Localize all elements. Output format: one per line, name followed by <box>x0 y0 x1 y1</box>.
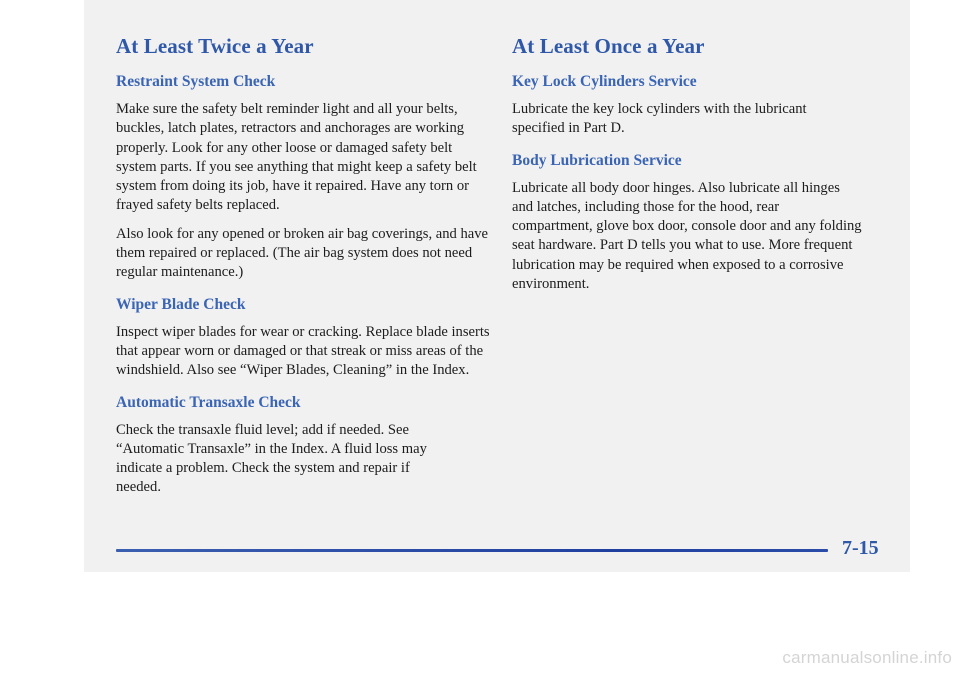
section-restraint-system-check <box>116 73 496 283</box>
section-paragraph: Lubricate all body door hinges. Also lubricate all hinges and latches, including those for the hood, rear compartment, glove box door, console door and any folding seat hardware. Part D tells you what to use. More frequent lubrication may be required when exposed to a corrosive environment. <box>512 179 862 293</box>
section-title: Key Lock Cylinders Service <box>512 73 697 90</box>
section-title: Body Lubrication Service <box>512 151 682 169</box>
left-column <box>116 34 496 511</box>
section-title: Automatic Transaxle Check <box>116 393 301 411</box>
section-body-lubrication-service <box>512 152 862 295</box>
left-column-heading: At Least Twice a Year <box>116 34 314 58</box>
footer-rule-line <box>116 549 828 552</box>
section-paragraph: Also look for any opened or broken air bag coverings, and have them repaired or replaced. (The air bag system does not need regular maintenance.) <box>116 225 489 281</box>
section-automatic-transaxle-check <box>116 394 496 498</box>
section-title: Wiper Blade Check <box>116 295 246 313</box>
section-title: Restraint System Check <box>116 73 276 90</box>
watermark: carmanualsonline.info <box>782 648 952 667</box>
right-column <box>512 34 862 307</box>
section-paragraph: Inspect wiper blades for wear or cracking. Replace blade inserts that appear worn or damaged or that streak or miss areas of the windshield. Also see “Wiper Blades, Cleaning” in the Index. <box>116 323 490 379</box>
section-paragraph: Lubricate the key lock cylinders with the lubricant specified in Part D. <box>512 101 807 137</box>
footer-rule <box>116 541 828 557</box>
section-key-lock-cylinders-service <box>512 73 862 139</box>
section-paragraph: Check the transaxle fluid level; add if needed. See “Automatic Transaxle” in the Index. A fluid loss may indicate a problem. Check the system and repair if needed. <box>116 421 427 496</box>
section-wiper-blade-check <box>116 296 496 381</box>
page-number: 7-15 <box>842 537 879 559</box>
section-paragraph: Make sure the safety belt reminder light and all your belts, buckles, latch plates, retractors and anchorages are working properly. Look for any other loose or damaged safety belt system parts. If you see anything that might keep a safety belt system from doing its job, have it repaired. Have any torn or frayed safety belts replaced. <box>116 101 477 214</box>
right-column-heading: At Least Once a Year <box>512 34 705 58</box>
